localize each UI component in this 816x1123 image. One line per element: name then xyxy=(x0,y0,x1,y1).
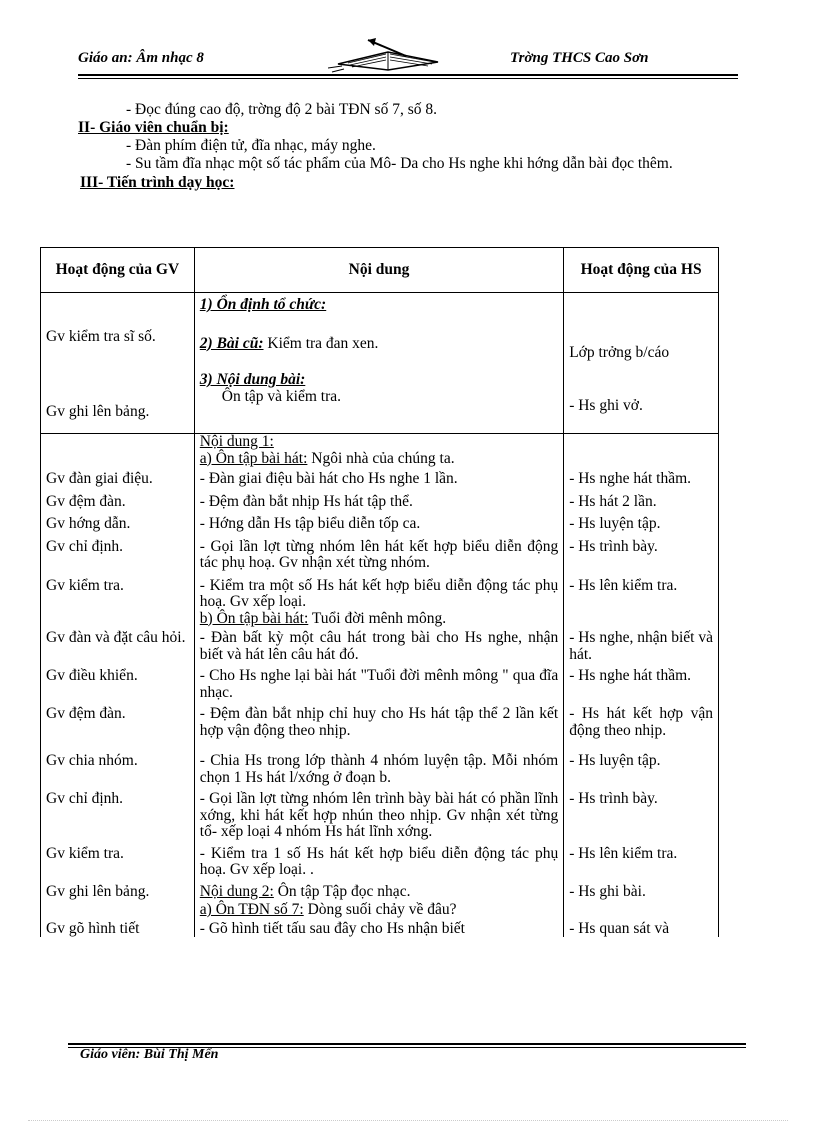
table-row xyxy=(41,791,719,846)
hs-cell: - Hs quan sát và xyxy=(564,921,719,938)
page-edge xyxy=(28,1120,788,1121)
content-cell: - Kiểm tra 1 số Hs hát kết hợp biểu diễn động tác phụ hoạ. Gv xếp loại. . xyxy=(194,846,563,884)
section-heading: III- Tiến trình dạy học: xyxy=(80,174,235,191)
table-row xyxy=(41,451,719,472)
hs-cell: Lớp trởng b/cáo xyxy=(569,344,670,361)
column-header: Hoạt động của HS xyxy=(564,248,719,293)
content-cell: - Đệm đàn bắt nhịp chỉ huy cho Hs hát tập thể 2 lần kết hợp vận động theo nhịp. xyxy=(194,706,563,753)
content-cell: - Đàn giai điệu bài hát cho Hs nghe 1 lần. xyxy=(194,471,563,494)
column-header: Hoạt động của GV xyxy=(41,248,195,293)
header-rule-thin xyxy=(78,78,738,79)
table-row xyxy=(41,884,719,903)
gv-cell: Gv hớng dẫn. xyxy=(41,516,195,539)
gv-cell: Gv đàn giai điệu. xyxy=(41,471,195,494)
hs-cell: - Hs nghe, nhận biết và hát. xyxy=(564,630,719,668)
table-row xyxy=(41,611,719,631)
content-cell: - Gọi lần lợt từng nhóm lên hát kết hợp biểu diễn động tác phụ hoạ. Gv nhận xét từng nhóm. xyxy=(194,539,563,578)
content-cell: - Gõ hình tiết tấu sau đây cho Hs nhận biết xyxy=(194,921,563,938)
gv-cell: Gv kiểm tra sĩ số. xyxy=(46,328,156,345)
table-row xyxy=(41,539,719,578)
content-text: Ôn tập Tập đọc nhạc. xyxy=(273,882,411,900)
gv-cell: Gv đệm đàn. xyxy=(41,494,195,517)
content-heading: Nội dung 2: xyxy=(199,882,274,900)
hs-cell: - Hs luyện tập. xyxy=(564,516,719,539)
book-quill-icon xyxy=(328,34,448,74)
hs-cell: - Hs hát kết hợp vận động theo nhịp. xyxy=(564,706,719,753)
table-row xyxy=(41,902,719,921)
hs-cell: - Hs ghi bài. xyxy=(564,884,719,903)
table-row xyxy=(41,578,719,611)
hs-cell: - Hs nghe hát thầm. xyxy=(564,668,719,706)
hs-cell: - Hs luyện tập. xyxy=(564,753,719,791)
table-row xyxy=(41,706,719,753)
content-heading: Nội dung 1: xyxy=(199,433,274,450)
content-cell: - Đệm đàn bắt nhịp Hs hát tập thể. xyxy=(194,494,563,517)
table-row xyxy=(41,516,719,539)
header-subject: Giáo an: Âm nhạc 8 xyxy=(78,50,204,66)
gv-cell: Gv ghi lên bảng. xyxy=(41,884,195,903)
intro-line: - Su tầm đĩa nhạc một số tác phẩm của Mô- Da cho Hs nghe khi hớng dẫn bài đọc thêm. xyxy=(126,155,673,172)
table-header-row xyxy=(41,248,719,293)
footer-teacher: Giáo viên: Bùi Thị Mến xyxy=(80,1047,219,1062)
content-cell: - Kiểm tra một số Hs hát kết hợp biểu diễn động tác phụ hoạ. Gv xếp loại. xyxy=(194,578,563,611)
header-rule xyxy=(78,74,738,76)
table-row xyxy=(41,293,719,434)
table-row xyxy=(41,434,719,451)
hs-cell: - Hs lên kiểm tra. xyxy=(564,846,719,884)
content-text: Ôn tập và kiểm tra. xyxy=(221,387,342,405)
hs-cell: - Hs nghe hát thầm. xyxy=(564,471,719,494)
content-cell: - Cho Hs nghe lại bài hát "Tuổi đời mênh mông " qua đĩa nhạc. xyxy=(194,668,563,706)
content-cell: - Gọi lần lợt từng nhóm lên trình bày bài hát có phần lĩnh xớng, khi hát kết hợp nhún theo nhịp. Gv nhận xét từng tổ- xếp loại 4 nhóm Hs hát lĩnh xớng. xyxy=(194,791,563,846)
gv-cell: Gv chỉ định. xyxy=(41,791,195,846)
intro-block xyxy=(78,101,738,192)
hs-cell: - Hs ghi vở. xyxy=(569,396,643,414)
content-heading: a) Ôn tập bài hát: xyxy=(199,449,308,467)
footer-rule xyxy=(68,1043,746,1045)
table-row xyxy=(41,471,719,494)
content-text: Ngôi nhà của chúng ta. xyxy=(307,449,455,467)
table-row xyxy=(41,630,719,668)
hs-cell: - Hs trình bày. xyxy=(564,539,719,578)
hs-cell: - Hs trình bày. xyxy=(564,791,719,846)
section-title: 2) Bài cũ: xyxy=(199,334,264,352)
section-heading: II- Giáo viên chuẩn bị: xyxy=(78,119,229,136)
intro-line: - Đàn phím điện tử, đĩa nhạc, máy nghe. xyxy=(126,137,376,154)
gv-cell: Gv chỉ định. xyxy=(41,539,195,578)
content-text: Kiểm tra đan xen. xyxy=(263,334,379,352)
content-heading: b) Ôn tập bài hát: xyxy=(199,609,309,627)
gv-cell: Gv chia nhóm. xyxy=(41,753,195,791)
section-title: 1) Ổn định tổ chức: xyxy=(199,296,327,313)
content-cell: - Hớng dẫn Hs tập biểu diễn tốp ca. xyxy=(194,516,563,539)
gv-cell: Gv kiểm tra. xyxy=(41,578,195,611)
column-header: Nội dung xyxy=(194,248,563,293)
table-row xyxy=(41,921,719,938)
intro-line: - Đọc đúng cao độ, trờng độ 2 bài TĐN số 7, số 8. xyxy=(126,101,437,118)
gv-cell: Gv đàn và đặt câu hỏi. xyxy=(41,630,195,668)
table-row xyxy=(41,753,719,791)
section-title: 3) Nội dung bài: xyxy=(199,371,306,388)
content-text: Tuổi đời mênh mông. xyxy=(308,609,447,627)
gv-cell: Gv điều khiển. xyxy=(41,668,195,706)
table-row xyxy=(41,668,719,706)
table-row xyxy=(41,494,719,517)
content-text: Dòng suối chảy về đâu? xyxy=(303,901,457,918)
lesson-plan-table xyxy=(40,247,719,937)
gv-cell: Gv ghi lên bảng. xyxy=(46,402,150,420)
gv-cell: Gv gõ hình tiết xyxy=(41,921,195,938)
gv-cell: Gv kiểm tra. xyxy=(41,846,195,884)
hs-cell: - Hs hát 2 lần. xyxy=(564,494,719,517)
content-cell: - Chia Hs trong lớp thành 4 nhóm luyện tập. Mỗi nhóm chọn 1 Hs hát l/xớng ở đoạn b. xyxy=(194,753,563,791)
table-row xyxy=(41,846,719,884)
gv-cell: Gv đệm đàn. xyxy=(41,706,195,753)
hs-cell: - Hs lên kiểm tra. xyxy=(564,578,719,611)
content-heading: a) Ôn TĐN số 7: xyxy=(199,901,304,918)
content-cell: - Đàn bất kỳ một câu hát trong bài cho Hs nghe, nhận biết và hát lên câu hát đó. xyxy=(194,630,563,668)
header-school: Trờng THCS Cao Sơn xyxy=(510,50,649,66)
